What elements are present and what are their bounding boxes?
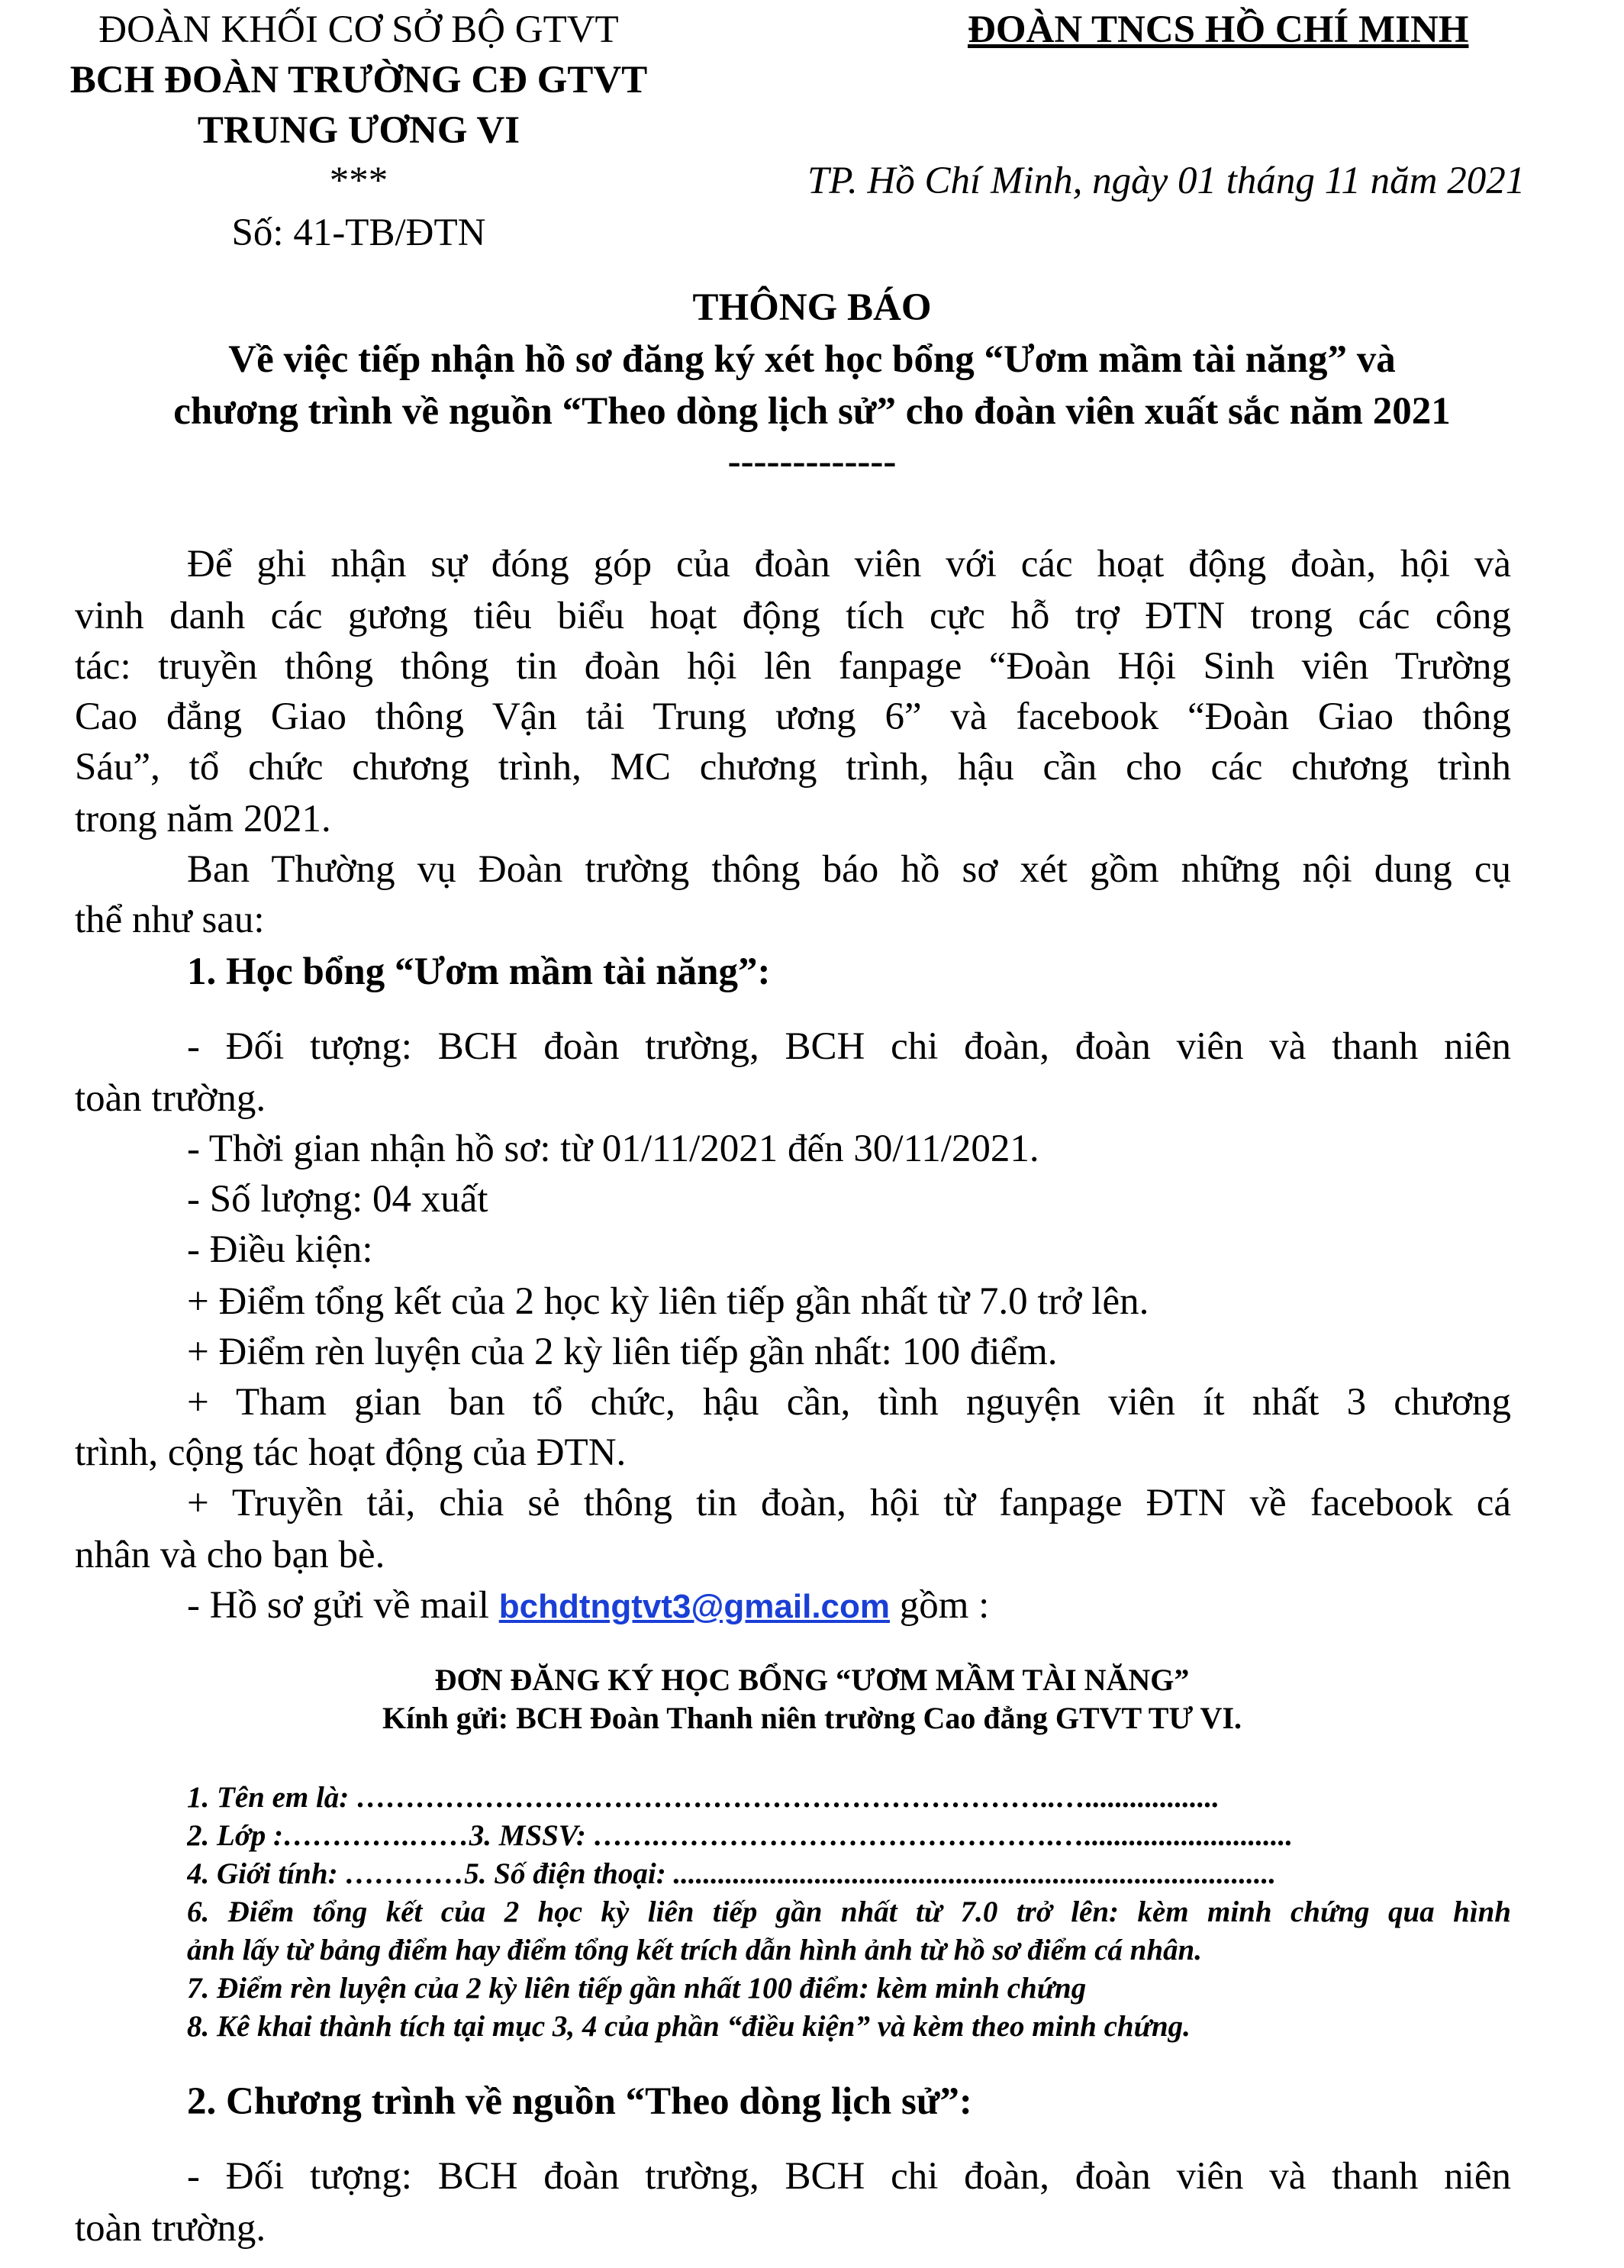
form-item-conduct: 7. Điểm rèn luyện của 2 kỳ liên tiếp gần nhất 100 điểm: kèm minh chứng — [187, 1972, 1087, 2005]
form-field-class-id: 2. Lớp :………….……3. MSSV: …….………………………………….…............................ — [187, 1819, 1294, 1852]
section-1-time: - Thời gian nhận hồ sơ: từ 01/11/2021 đến 30/11/2021. — [187, 1128, 1039, 1170]
title-divider: ------------- — [727, 440, 897, 483]
form-field-name: 1. Tên em là: ……………………………………………………………..….................. — [187, 1781, 1220, 1814]
org-line-3: TRUNG ƯƠNG VI — [197, 109, 520, 152]
notice-title: THÔNG BÁO — [692, 286, 932, 329]
form-item-gpa: 6. Điểm tổng kết của 2 học kỳ liên tiếp gần nhất từ 7.0 trở lên: kèm minh chứng qua hình — [187, 1895, 1511, 1928]
section-2-target: - Đối tượng: BCH đoàn trường, BCH chi đoàn, đoàn viên và thanh niên — [187, 2155, 1511, 2198]
condition-item: + Truyền tải, chia sẻ thông tin đoàn, hội từ fanpage ĐTN về facebook cá — [187, 1482, 1511, 1524]
org-line-1: ĐOÀN KHỐI CƠ SỞ BỘ GTVT — [98, 8, 619, 51]
condition-item: + Điểm rèn luyện của 2 kỳ liên tiếp gần nhất: 100 điểm. — [187, 1331, 1058, 1373]
form-title: ĐƠN ĐĂNG KÝ HỌC BỔNG “ƯƠM MẦM TÀI NĂNG” — [434, 1663, 1190, 1697]
intro-line: thể như sau: — [75, 898, 265, 941]
form-field-gender-phone: 4. Giới tính: …………5. Số điện thoại: ................................................................................. — [187, 1857, 1277, 1890]
submission-mail-line — [187, 1580, 1623, 1632]
mail-prefix: - Hồ sơ gửi về mail — [187, 1584, 489, 1627]
org-stars: *** — [329, 160, 388, 202]
form-recipient: Kính gửi: BCH Đoàn Thanh niên trường Cao đẳng GTVT TƯ VI. — [382, 1701, 1242, 1735]
document-number: Số: 41-TB/ĐTN — [231, 211, 486, 254]
intro-line: tác: truyền thông thông tin đoàn hội lên fanpage “Đoàn Hội Sinh viên Trường — [75, 645, 1511, 688]
intro-line: Ban Thường vụ Đoàn trường thông báo hồ sơ xét gồm những nội dung cụ — [187, 848, 1511, 891]
intro-line: vinh danh các gương tiêu biểu hoạt động tích cực hỗ trợ ĐTN trong các công — [75, 595, 1511, 637]
condition-item-cont: nhân và cho bạn bè. — [75, 1534, 385, 1576]
org-line-2: BCH ĐOÀN TRƯỜNG CĐ GTVT — [69, 59, 648, 102]
condition-item: + Tham gian ban tổ chức, hậu cần, tình nguyện viên ít nhất 3 chương — [187, 1381, 1511, 1424]
intro-line: Để ghi nhận sự đóng góp của đoàn viên với các hoạt động đoàn, hội và — [187, 543, 1511, 586]
intro-line: Cao đẳng Giao thông Vận tải Trung ương 6” và facebook “Đoàn Giao thông — [75, 695, 1511, 738]
email-link[interactable]: bchdtngtvt3@gmail.com — [498, 1588, 891, 1625]
intro-line: trong năm 2021. — [75, 798, 331, 840]
section-1-target: - Đối tượng: BCH đoàn trường, BCH chi đoàn, đoàn viên và thanh niên — [187, 1025, 1511, 1068]
mail-suffix: gồm : — [899, 1584, 990, 1627]
section-1-conditions-label: - Điều kiện: — [187, 1228, 373, 1271]
condition-item: + Điểm tổng kết của 2 học kỳ liên tiếp gần nhất từ 7.0 trở lên. — [187, 1280, 1149, 1323]
form-item-achievements: 8. Kê khai thành tích tại mục 3, 4 của phần “điều kiện” và kèm theo minh chứng. — [187, 2010, 1191, 2043]
intro-line: Sáu”, tổ chức chương trình, MC chương trình, hậu cần cho các chương trình — [75, 746, 1511, 789]
section-2-target-cont: toàn trường. — [75, 2207, 266, 2250]
notice-subject-line-2: chương trình về nguồn “Theo dòng lịch sử” cho đoàn viên xuất sắc năm 2021 — [173, 390, 1451, 433]
section-1-quantity: - Số lượng: 04 xuất — [187, 1178, 488, 1221]
notice-subject-line-1: Về việc tiếp nhận hồ sơ đăng ký xét học bổng “Ươm mầm tài năng” và — [228, 338, 1396, 381]
section-1-target-cont: toàn trường. — [75, 1077, 266, 1120]
form-item-gpa-cont: ảnh lấy từ bảng điểm hay điểm tổng kết trích dẫn hình ảnh từ hồ sơ điểm cá nhân. — [187, 1934, 1202, 1966]
section-2-heading: 2. Chương trình về nguồn “Theo dòng lịch sử”: — [187, 2080, 972, 2123]
place-date: TP. Hồ Chí Minh, ngày 01 tháng 11 năm 2021 — [807, 160, 1526, 202]
union-name: ĐOÀN TNCS HỒ CHÍ MINH — [968, 8, 1469, 51]
condition-item-cont: trình, cộng tác hoạt động của ĐTN. — [75, 1431, 627, 1474]
section-1-heading: 1. Học bổng “Ươm mầm tài năng”: — [187, 950, 771, 993]
